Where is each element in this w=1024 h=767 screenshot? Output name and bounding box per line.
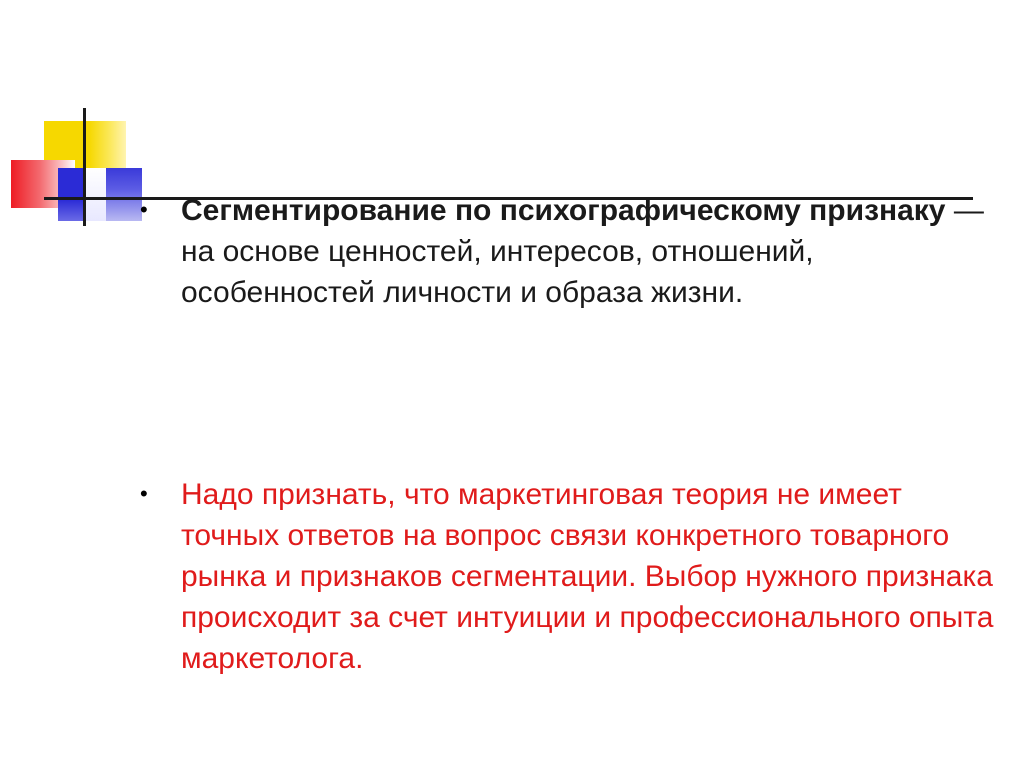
bullet-bold-term: Сегментирование по психографическому признаку bbox=[181, 194, 946, 227]
logo-vertical-line bbox=[83, 108, 86, 226]
logo-blue-square-right bbox=[106, 168, 142, 221]
bullet-description: — на основе ценностей, интересов, отношений, особенностей личности и образа жизни. bbox=[181, 194, 984, 309]
bullet-marker: • bbox=[140, 197, 148, 222]
logo-white-gap bbox=[84, 168, 106, 221]
bullet-text-highlight: Надо признать, что маркетинговая теория не имеет точных ответов на вопрос связи конкретного товарного рынка и признаков сегментации. Выбор нужного признака происходит за счет интуиции и профессионального опыта маркетолога. bbox=[181, 478, 994, 675]
bullet-marker: • bbox=[140, 481, 148, 506]
bullet-text bbox=[181, 190, 1001, 313]
